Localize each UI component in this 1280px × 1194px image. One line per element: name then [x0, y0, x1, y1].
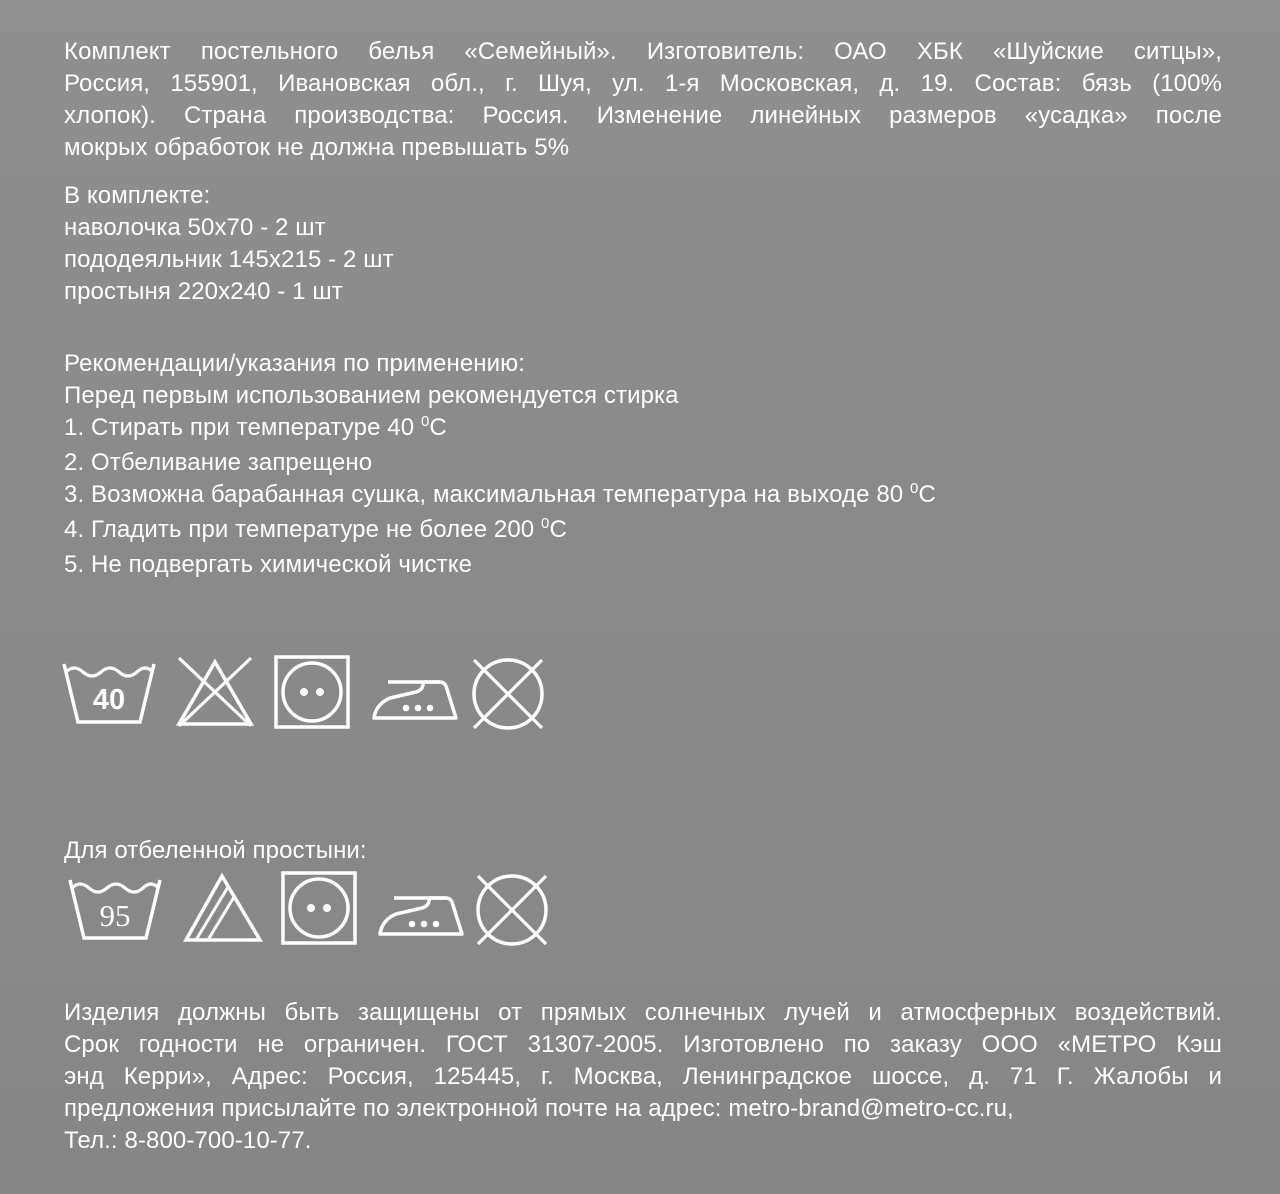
no-dry-clean-icon — [468, 654, 548, 734]
degree-sup: 0 — [420, 413, 430, 430]
tumble-dry-icon — [273, 654, 351, 730]
bleach-allowed-icon — [182, 870, 266, 946]
temp-unit: С — [429, 414, 447, 441]
iron-icon — [374, 870, 466, 946]
product-description — [64, 36, 1222, 164]
care-step-text: 3. Возможна барабанная сушка, максимальная температура на выходе 80 — [64, 481, 911, 508]
wash-temp-label: 40 — [92, 684, 126, 716]
care-step — [64, 514, 1222, 549]
care-step-text: 1. Стирать при температуре 40 — [64, 414, 421, 441]
recommendations-note: Перед первым использованием рекомендуется стирка — [64, 382, 679, 409]
temp-unit: С — [549, 516, 567, 543]
recommendations-title: Рекомендации/указания по применению: — [64, 350, 526, 377]
kit-item: пододеяльник 145х215 - 2 шт — [64, 246, 394, 273]
temp-unit: С — [918, 481, 936, 508]
no-bleach-icon — [175, 654, 255, 730]
care-step — [64, 479, 1222, 514]
footer-line: Срок годности не ограничен. ГОСТ 31307-2005. Изготовлено по заказу ООО «МЕТРО Кэш — [64, 1031, 1222, 1058]
description-line: хлопок). Страна производства: Россия. Изменение линейных размеров «усадка» после — [64, 102, 1222, 129]
legal-footer — [64, 997, 1222, 1157]
care-symbols-main — [58, 654, 578, 744]
footer-line: Тел.: 8-800-700-10-77. — [64, 1127, 312, 1154]
iron-icon — [368, 654, 460, 730]
care-step: 5. Не подвергать химической чистке — [64, 551, 473, 578]
degree-sup: 0 — [541, 515, 550, 532]
footer-line: предложения присылайте по электронной почте на адрес: metro-brand@metro-cc.ru, — [64, 1095, 1014, 1122]
care-recommendations — [64, 348, 1222, 581]
kit-contents — [64, 180, 1222, 308]
kit-item: простыня 220х240 - 1 шт — [64, 278, 343, 305]
care-step — [64, 412, 1222, 447]
care-symbols-bleached — [58, 870, 578, 960]
wash-40-icon — [60, 654, 160, 730]
wash-temp-label: 95 — [99, 898, 131, 933]
description-line: мокрых обработок не должна превышать 5% — [64, 134, 570, 161]
kit-item: наволочка 50х70 - 2 шт — [64, 214, 326, 241]
wash-95-icon — [66, 870, 166, 946]
bleached-sheet-title: Для отбеленной простыни: — [64, 837, 367, 864]
kit-title: В комплекте: — [64, 182, 211, 209]
no-dry-clean-icon — [472, 870, 552, 950]
description-line: Комплект постельного белья «Семейный». Изготовитель: ОАО ХБК «Шуйские ситцы», — [64, 38, 1222, 65]
footer-line: энд Керри», Адрес: Россия, 125445, г. Москва, Ленинградское шоссе, д. 71 Г. Жалобы и — [64, 1063, 1222, 1090]
tumble-dry-icon — [280, 870, 358, 946]
degree-sup: 0 — [910, 480, 919, 497]
footer-line: Изделия должны быть защищены от прямых солнечных лучей и атмосферных воздействий. — [64, 999, 1222, 1026]
description-line: Россия, 155901, Ивановская обл., г. Шуя, ул. 1-я Московская, д. 19. Состав: бязь (100% — [64, 70, 1222, 97]
care-step-text: 4. Гладить при температуре не более 200 — [64, 516, 542, 543]
care-step: 2. Отбеливание запрещено — [64, 449, 373, 476]
